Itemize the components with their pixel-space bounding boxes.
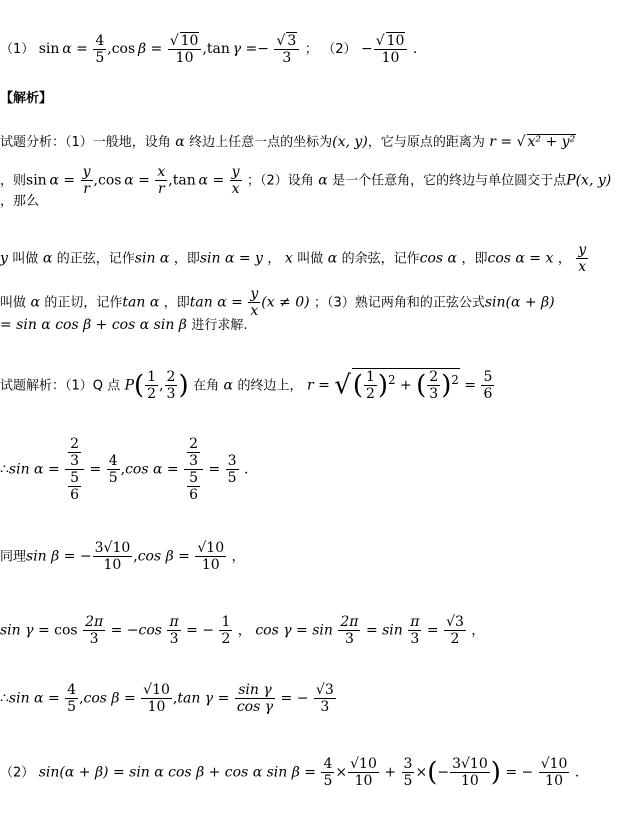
solution-line-3: 同理sin β = − $\frac{3√10}{10}$ ,cos β = $\frac{√10}{10}$ ， — [0, 540, 245, 574]
solution-line-4: sin γ = cos $\frac{2\pi}{3}$ = −cos $\frac{\pi}{3}$ = − $\frac{1}{2}$ ， cos γ = sin $\frac{2\pi}{3}$ = sin $\frac{\pi}{3}$ = $\frac{√3}{2}$ ， — [0, 614, 485, 648]
solution-line-1: 试题解析：（1）Q 点 P( $\frac{1}{2}$ , $\frac{2}{3}$ ) 在角 α 的终边上， r = √( $\frac{1}{2}$ )$^2$ + ( $\frac{2}{3}$ )$^2$ = $\frac{5}{6}$ — [0, 369, 493, 403]
solution-line-6: （2） sin(α + β) = sin α cos β + cos α sin β = $\frac{4}{5}$ × $\frac{√10}{10}$ + $\frac{3}{5}$ ×(− $\frac{3√10}{10}$ ) = − $\frac{√10}{10}$ . — [0, 756, 580, 790]
part-1-label: （1） — [0, 42, 35, 58]
answer-line: （1） sin α = $\frac{4}{5}$ ,cos β = $\frac{√ 10}{10}$ ,tan γ =− $\frac{√ 3}{3}$ ； （2） − $\frac{√ 10}{10}$ . — [0, 32, 418, 67]
analysis-line-6: = sin α cos β + cos α sin β 进行求解. — [0, 317, 248, 333]
part-2-label: （2） — [322, 42, 357, 58]
analysis-header: 【解析】 — [0, 91, 53, 106]
solution-line-2: ∴sin α = $\frac{\frac{2}{3}}{\frac{5}{6}}$ = $\frac{4}{5}$ ,cos α = $\frac{\frac{2}{3}}{\frac{5}{6}}$ = $\frac{3}{5}$ . — [0, 436, 249, 504]
fraction-sqrt3-3: $\frac{√ 3}{3}$ — [274, 32, 299, 66]
analysis-line-2: ，则sin α = $\frac{y}{r}$ ,cos α = $\frac{x}{r}$ ,tan α = $\frac{y}{x}$ ；（2）设角 α 是一个任意角，它的终边与单位圆交于点P(x, y) — [0, 164, 612, 198]
analysis-line-1: 试题分析：（1）一般地，设角 α 终边上任意一点的坐标为(x, y)，它与原点的距离为 r = √ x² + y² — [0, 134, 576, 150]
analysis-line-4: y 叫做 α 的正弦，记作sin α ，即sin α = y ， x 叫做 α 的余弦，记作cos α ，即cos α = x ， $\frac{y}{x}$ — [0, 242, 587, 276]
analysis-line-5: 叫做 α 的正切，记作tan α ，即tan α = $\frac{y}{x}$ (x ≠ 0) ；（3）熟记两角和的正弦公式sin(α + β) — [0, 286, 555, 320]
analysis-line-3: ，那么 — [0, 194, 40, 209]
solution-line-5: ∴sin α = $\frac{4}{5}$ ,cos β = $\frac{√10}{10}$ ,tan γ = $\frac{\text{sin γ}}{\text{cos γ}}$ = − $\frac{√3}{3}$ — [0, 682, 334, 716]
fraction-neg-sqrt10-10: $\frac{√ 10}{10}$ — [374, 32, 408, 66]
fraction-sqrt10-10: $\frac{√ 10}{10}$ — [168, 32, 202, 66]
fraction-4-5: $\frac{4}{5}$ — [95, 32, 105, 66]
